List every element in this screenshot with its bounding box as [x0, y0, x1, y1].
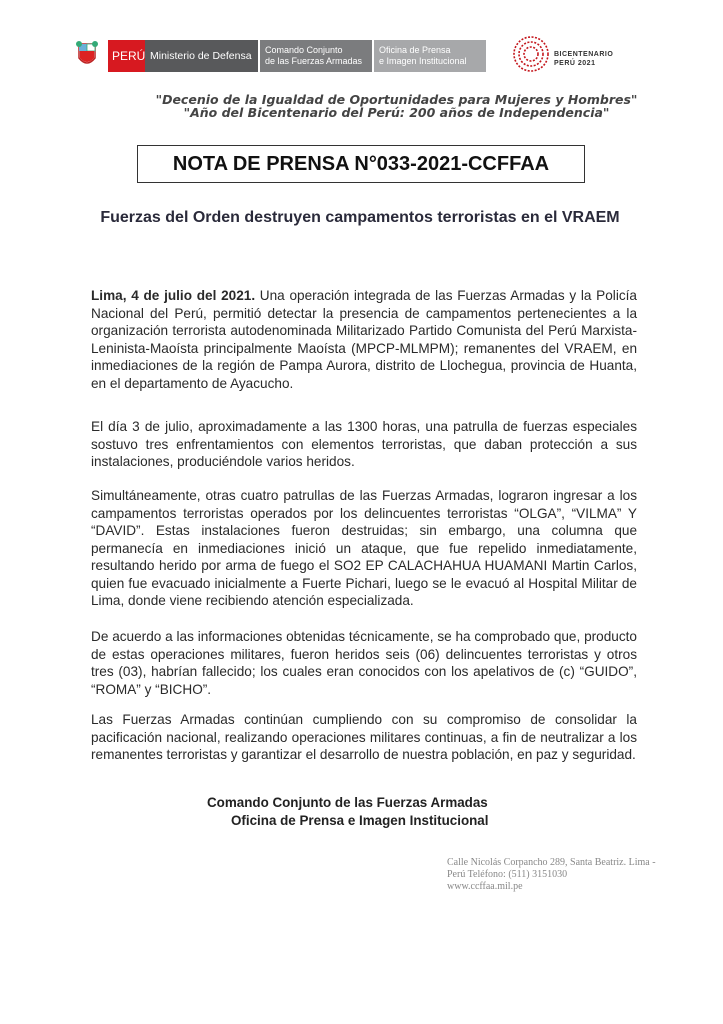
paragraph-5: Las Fuerzas Armadas continúan cumpliendo con su compromiso de consolidar la pacificación nacional, realizando operaciones militares continuas, a fin de neutralizar a los remanentes terroristas y garantizar el desarrollo de nuestra población, en paz y seguridad. [91, 712, 637, 762]
peru-label: PERÚ [112, 48, 146, 63]
ministerio-block [145, 40, 258, 72]
peru-brand-block [108, 40, 145, 72]
paragraph-1 [91, 287, 637, 392]
bicentenario-logo-icon [512, 35, 550, 73]
paragraph-4: De acuerdo a las informaciones obtenidas técnicamente, se ha comprobado que, producto de estas operaciones militares, fueron heridos seis (06) delincuentes terroristas y otros tres (03), habrían fallecido; los cuales eran conocidos con los apelativos de (c) “GUIDO”, “ROMA” y “BICHO”. [91, 629, 637, 697]
headline: Fuerzas del Orden destruyen campamentos terroristas en el VRAEM [100, 209, 620, 226]
paragraph-2: El día 3 de julio, aproximadamente a las 1300 horas, una patrulla de fuerzas especiales sostuvo tres enfrentamientos con elementos terroristas, que daban protección a sus instalaciones, produciéndole varios heridos. [91, 419, 637, 469]
press-release-title [137, 145, 585, 183]
ministerio-label: Ministerio de Defensa [150, 49, 252, 62]
dateline: Lima, 4 de julio del 2021. [91, 288, 256, 303]
comando-block [260, 40, 372, 72]
motto-decenio: "Decenio de la Igualdad de Oportunidades para Mujeres y Hombres" [155, 92, 638, 107]
signature-line2: Oficina de Prensa e Imagen Institucional [231, 813, 489, 828]
bicentenario-text [554, 50, 613, 68]
peru-coat-of-arms-icon [76, 40, 98, 70]
footer-street: Calle Nicolás Corpancho 289, Santa Beatriz. Lima - [447, 857, 656, 868]
oficina-line1: Oficina de Prensa [379, 45, 451, 55]
oficina-block [374, 40, 486, 72]
footer-phone: Perú Teléfono: (511) 3151030 [447, 869, 568, 880]
motto-bicentenario: "Año del Bicentenario del Perú: 200 años de Independencia" [183, 105, 610, 120]
bicentenario-line2: PERÚ 2021 [554, 60, 596, 67]
footer-website: www.ccffaa.mil.pe [447, 881, 523, 892]
signature-line1: Comando Conjunto de las Fuerzas Armadas [207, 795, 488, 810]
comando-line2: de las Fuerzas Armadas [265, 56, 363, 66]
mottos [0, 93, 723, 119]
title-text: NOTA DE PRENSA N°033-2021-CCFFAA [172, 152, 550, 175]
paragraph-1-text: Una operación integrada de las Fuerzas Armadas y la Policía Nacional del Perú, permitió detectar la presencia de campamentos pertenecientes a la organización terrorista autodenominada Militarizado Partido Comunista del Perú Marxista-Leninista-Maoísta principalmente Maoísta (MPCP-MLMPM); remanentes del VRAEM, en inmediaciones de la región de Pampa Aurora, distrito de Llochegua, provincia de Huanta, en el departamento de Ayacucho. [91, 288, 637, 391]
oficina-line2: e Imagen Institucional [379, 56, 467, 66]
paragraph-3: Simultáneamente, otras cuatro patrullas de las Fuerzas Armadas, lograron ingresar a los campamentos terroristas operados por los delincuentes terroristas “OLGA”, “VILMA” Y “DAVID”. Estas instalaciones fueron destruidas; sin embargo, una columna que permanecía en inmediaciones inició un ataque, que fue repelido inmediatamente, resultando herido por arma de fuego el SO2 EP CALACHAHUA HUAMANI Martin Carlos, quien fue evacuado inicialmente a Fuerte Pichari, luego se le evacuó al Hospital Militar de Lima, donde viene recibiendo atención especializada. [91, 488, 637, 608]
bicentenario-line1: BICENTENARIO [554, 51, 614, 58]
footer-address [447, 857, 656, 893]
comando-line1: Comando Conjunto [265, 45, 343, 55]
